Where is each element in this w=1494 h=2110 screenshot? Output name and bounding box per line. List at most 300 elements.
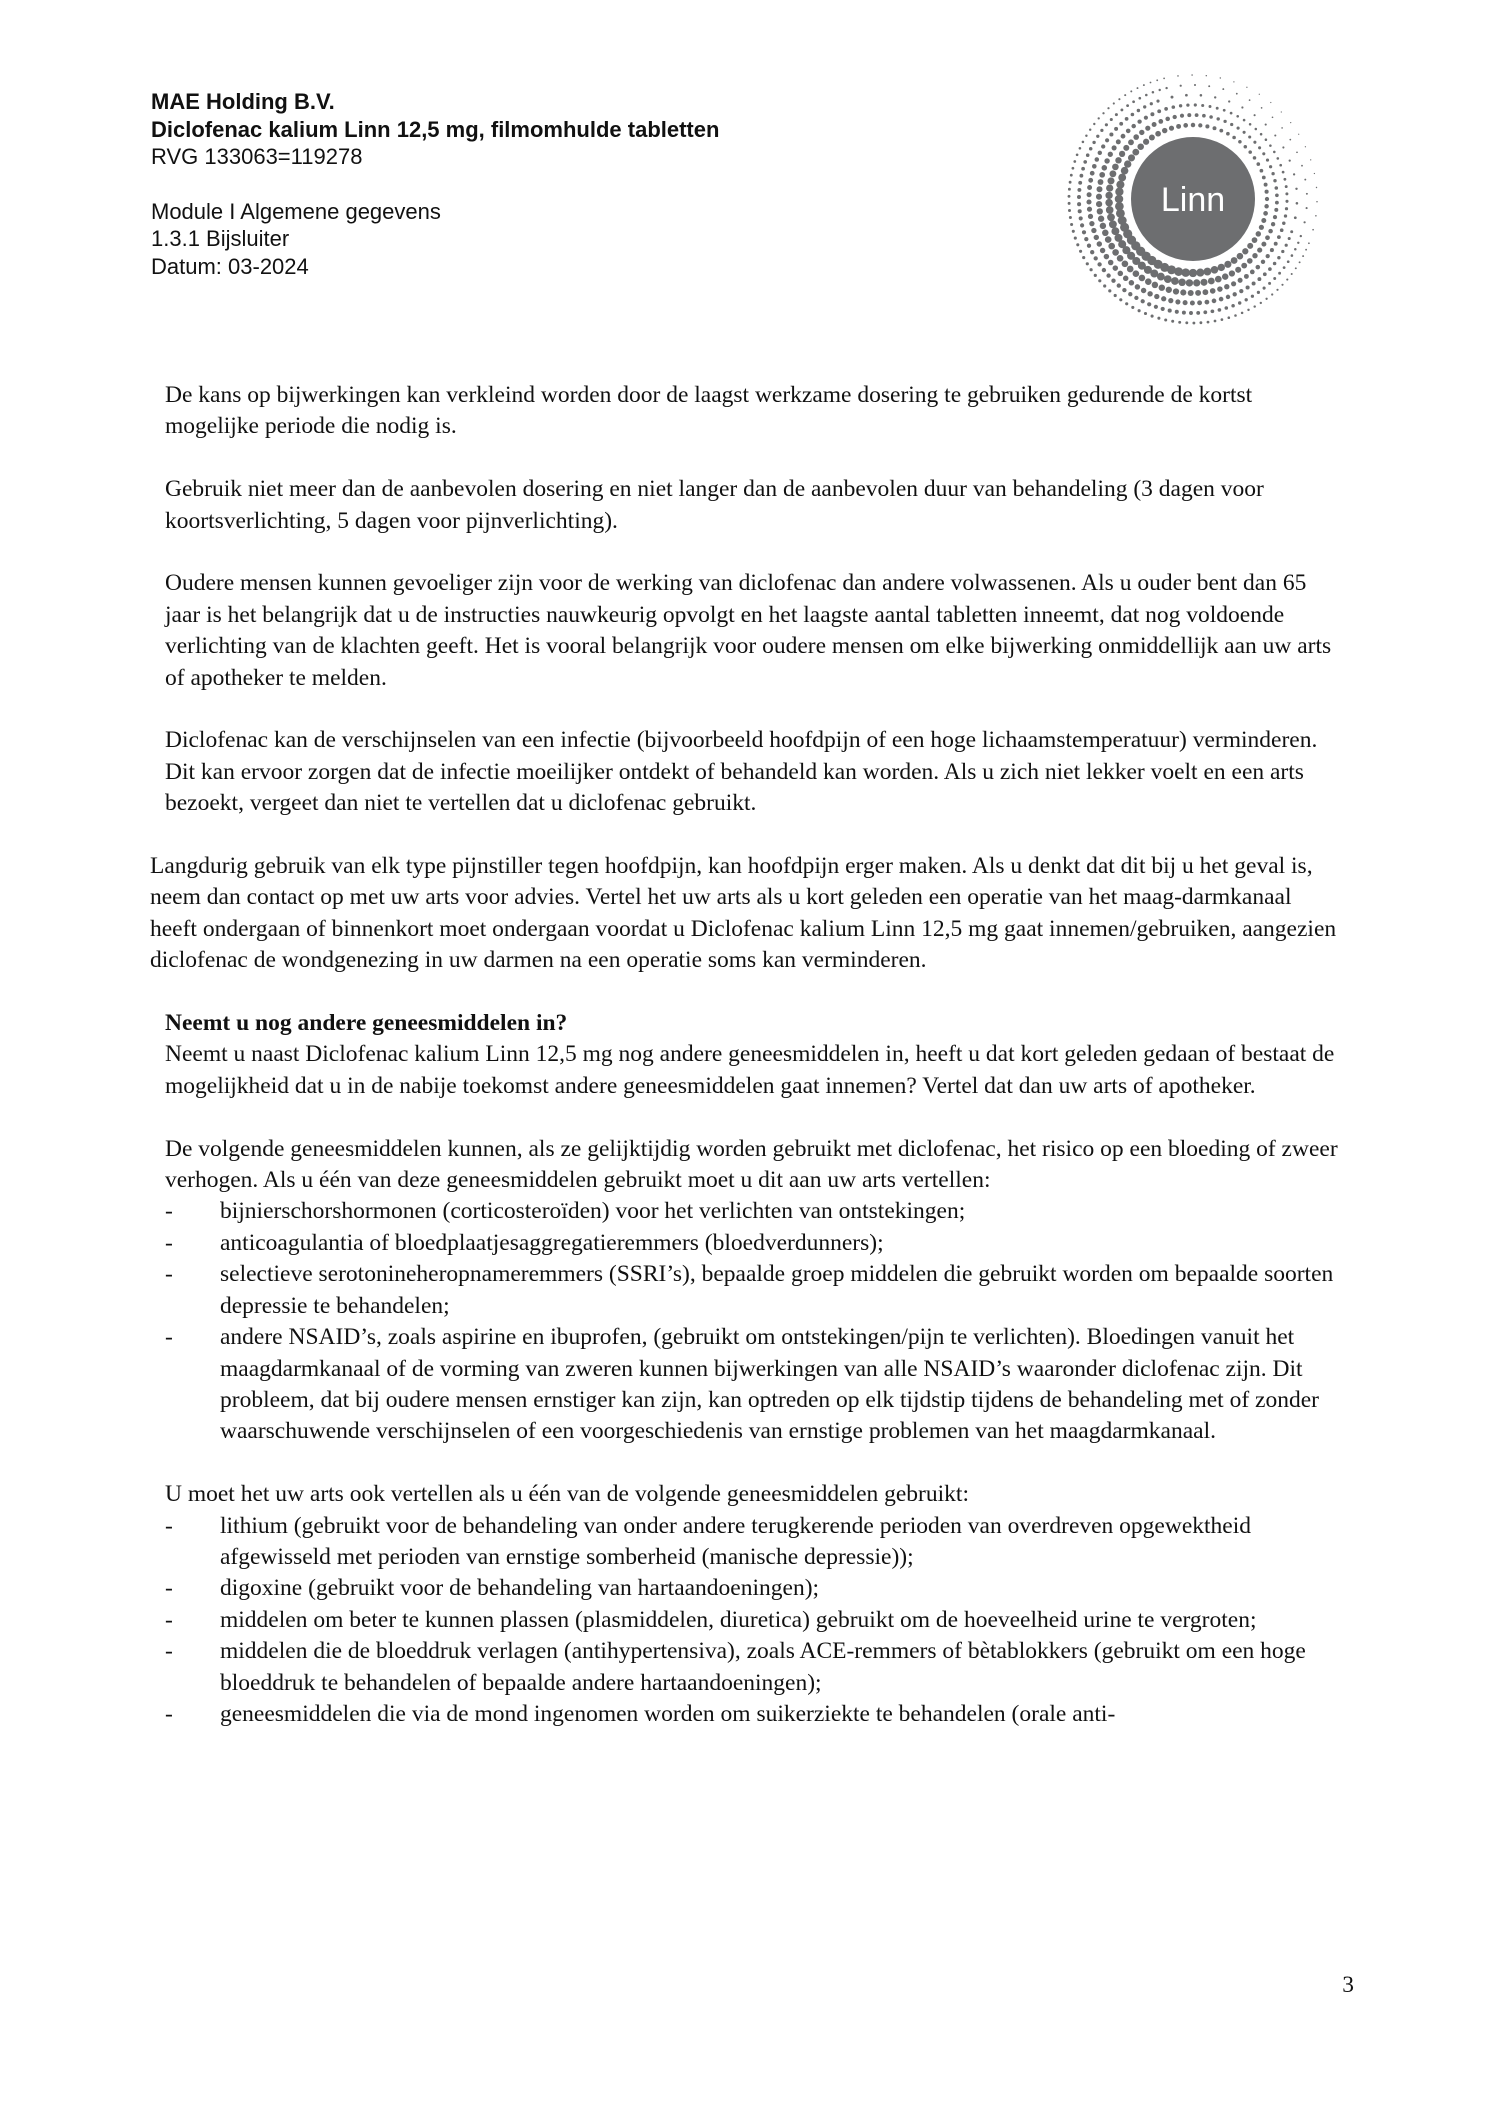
logo-dot	[1217, 286, 1223, 292]
logo-dot	[1272, 116, 1274, 118]
logo-dot	[1096, 135, 1099, 138]
logo-dot	[1158, 89, 1160, 91]
logo-dot	[1068, 202, 1071, 205]
list-item: - andere NSAID’s, zoals aspirine en ibuprofen, (gebruikt om ontstekingen/pijn te verlichten). Bloedingen vanuit het maagdarmkanaal of de vorming van zweren kunnen bijwerkingen van alle NSAID’s waaronder diclofenac zijn. Dit probleem, dat bij oudere mensen ernstiger kan zijn, kan optreden op elk tijdstip tijdens de behandeling met of zonder waarschuwende verschijnselen of een voorgeschiedenis van ernstige problemen van het maagdarmkanaal.	[165, 1324, 1319, 1445]
logo-dot	[1241, 106, 1243, 108]
logo-dot	[1085, 134, 1087, 136]
logo-dot	[1068, 195, 1071, 198]
logo-dot	[1109, 132, 1113, 136]
logo-dot	[1068, 209, 1071, 212]
logo-dot	[1236, 115, 1239, 118]
logo-dot	[1227, 316, 1230, 319]
logo-dot	[1298, 134, 1299, 135]
logo-dot	[1257, 291, 1260, 294]
logo-dot	[1168, 298, 1173, 303]
logo-dot	[1278, 272, 1281, 275]
logo-dot	[1113, 265, 1119, 271]
logo-dot	[1235, 267, 1241, 273]
logo-dot	[1269, 144, 1272, 147]
logo-dot	[1242, 248, 1248, 254]
logo-dot	[1225, 306, 1229, 310]
logo-dot	[1145, 126, 1150, 131]
logo-dot	[1113, 102, 1115, 104]
logo-dot	[1188, 290, 1194, 296]
logo-dot	[1079, 216, 1083, 220]
logo-dot	[1143, 84, 1145, 86]
logo-dot	[1261, 260, 1265, 264]
logo-dot	[1104, 158, 1109, 163]
logo-dot	[1116, 181, 1124, 189]
logo-dot	[1238, 301, 1241, 304]
logo-dot	[1274, 134, 1276, 136]
logo-dot	[1270, 102, 1271, 103]
logo-dot	[1284, 214, 1287, 217]
document-body	[150, 380, 1340, 1730]
logo-dot	[1195, 290, 1201, 296]
logo-dot	[1082, 256, 1085, 259]
logo-dot	[1124, 94, 1126, 96]
logo-dot	[1094, 274, 1097, 277]
logo-dot	[1197, 300, 1202, 305]
logo-dot	[1132, 100, 1135, 103]
logo-dot	[1265, 298, 1267, 300]
logo-dot	[1215, 276, 1222, 283]
linn-logo	[1058, 64, 1328, 334]
logo-dot	[1253, 141, 1256, 144]
logo-dot	[1212, 299, 1217, 304]
logo-dot	[1118, 174, 1126, 182]
logo-dot	[1185, 321, 1188, 324]
logo-dot	[1247, 309, 1249, 311]
logo-dot	[1233, 292, 1237, 296]
list-item: - digoxine (gebruikt voor de behandeling van hartaandoeningen);	[165, 1573, 1340, 1604]
logo-dot	[1180, 289, 1186, 295]
logo-dot	[1128, 292, 1132, 296]
logo-dot	[1224, 261, 1231, 268]
logo-dot	[1087, 244, 1091, 248]
logo-dot	[1156, 100, 1159, 103]
logo-dot	[1086, 199, 1091, 204]
logo-dot	[1175, 310, 1179, 314]
logo-dot	[1264, 183, 1268, 187]
logo-dot	[1086, 262, 1089, 265]
logo-dot	[1296, 202, 1299, 205]
logo-dot	[1137, 109, 1140, 112]
paragraph-aanbevolen-dosering: Gebruik niet meer dan de aanbevolen dosering en niet langer dan de aanbevolen duur van behandeling (3 dagen voor koortsverlichting, 5 dagen voor pijnverlichting).	[165, 476, 1264, 534]
logo-dot	[1257, 277, 1261, 281]
logo-dot	[1102, 268, 1106, 272]
logo-dot	[1161, 296, 1166, 301]
logo-dot	[1303, 221, 1305, 223]
logo-dot	[1131, 306, 1134, 309]
logo-dot	[1233, 81, 1234, 82]
logo-dot	[1115, 202, 1124, 211]
logo-dot	[1173, 288, 1179, 294]
logo-dot	[1183, 300, 1188, 305]
logo-dot	[1294, 216, 1297, 219]
logo-dot	[1203, 289, 1209, 295]
logo-dot	[1273, 215, 1277, 219]
logo-dot	[1089, 128, 1091, 130]
logo-dot	[1161, 307, 1165, 311]
logo-dot	[1266, 254, 1270, 258]
logo-dot	[1211, 309, 1215, 313]
logo-dot	[1078, 209, 1082, 213]
logo-dot	[1216, 107, 1219, 110]
logo-dot	[1099, 172, 1105, 178]
logo-dot	[1194, 103, 1197, 106]
logo-dot	[1115, 195, 1124, 204]
logo-dot	[1072, 230, 1075, 233]
logo-dot	[1112, 164, 1119, 171]
logo-dot	[1082, 141, 1085, 144]
logo-dot	[1251, 295, 1254, 298]
logo-dot	[1271, 293, 1273, 295]
logo-dot	[1150, 102, 1153, 105]
logo-dot	[1157, 317, 1160, 320]
logo-dot	[1289, 139, 1291, 141]
logo-dot	[1290, 122, 1291, 123]
logo-dot	[1187, 113, 1191, 117]
logo-dot	[1246, 87, 1247, 88]
logo-dot	[1102, 230, 1109, 237]
logo-dot	[1285, 185, 1288, 188]
logo-dot	[1107, 107, 1109, 109]
paragraph-ook-vertellen: U moet het uw arts ook vertellen als u één van de volgende geneesmiddelen gebruikt:	[165, 1481, 969, 1508]
logo-dot	[1245, 298, 1248, 301]
logo-dot	[1145, 278, 1152, 285]
logo-dot	[1221, 318, 1224, 321]
logo-dot	[1082, 230, 1086, 234]
logo-dot	[1141, 288, 1146, 293]
logo-dot	[1219, 129, 1223, 133]
logo-dot	[1273, 262, 1277, 266]
logo-dot	[1102, 165, 1108, 171]
logo-dot	[1239, 289, 1243, 293]
logo-dot	[1122, 260, 1129, 267]
paragraph-risico-bloeding: De volgende geneesmiddelen kunnen, als ze gelijktijdig worden gebruikt met diclofenac, het risico op een bloeding of zweer verhogen. Als u één van deze geneesmiddelen gebruikt moet u dit aan uw arts vertellen:	[165, 1135, 1338, 1194]
paragraph-dosering-risico: De kans op bijwerkingen kan verkleind worden door de laagst werkzame dosering te gebruiken gedurende de kortst mogelijke periode die nodig is.	[165, 382, 1253, 440]
logo-dot	[1180, 85, 1182, 87]
logo-dot	[1119, 122, 1123, 126]
logo-dot	[1102, 112, 1104, 114]
logo-dot	[1107, 213, 1115, 221]
paragraph-oudere-mensen: Oudere mensen kunnen gevoeliger zijn voor de werking van diclofenac dan andere volwassenen. Als u ouder bent dan 65 jaar is het belangrijk dat u de instructies nauwkeurig opvolgt en het laagste aantal tabletten inneemt, dat nog voldoende verlichting van de klachten geeft. Het is vooral belangrijk voor oudere mensen om elke bijwerking onmiddellijk aan uw arts of apotheker te melden.	[165, 570, 1332, 691]
logo-dot	[1123, 276, 1129, 282]
logo-dot	[1191, 74, 1193, 76]
logo-dot	[1182, 311, 1186, 315]
logo-dot	[1244, 274, 1249, 279]
logo-dot	[1210, 288, 1216, 294]
logo-dot	[1108, 289, 1111, 292]
logo-dot	[1236, 93, 1238, 95]
logo-dot	[1230, 112, 1233, 115]
logo-dot	[1131, 124, 1135, 128]
logo-dot	[1268, 229, 1273, 234]
logo-dot	[1276, 157, 1279, 160]
logo-dot	[1262, 152, 1265, 155]
logo-dot	[1265, 190, 1269, 194]
logo-dot	[1157, 109, 1161, 113]
logo-dot	[1139, 130, 1144, 135]
logo-dot	[1274, 208, 1278, 212]
logo-dot	[1117, 255, 1124, 262]
logo-dot	[1143, 139, 1149, 145]
logo-dot	[1196, 269, 1204, 277]
logo-dot	[1098, 279, 1101, 282]
logo-dot	[1143, 105, 1146, 108]
logo-dot	[1262, 176, 1266, 180]
logo-dot	[1244, 145, 1248, 149]
logo-dot	[1222, 88, 1224, 90]
logo-dot	[1285, 200, 1288, 203]
logo-dot	[1069, 216, 1072, 219]
logo-dot	[1238, 278, 1243, 283]
logo-dot	[1214, 320, 1217, 323]
section-label: 1.3.1 Bijsluiter	[151, 226, 290, 251]
logo-dot	[1253, 305, 1255, 307]
logo-dot	[1107, 177, 1114, 184]
logo-dot	[1090, 268, 1093, 271]
logo-dot	[1249, 99, 1251, 101]
logo-dot	[1205, 124, 1209, 128]
logo-dot	[1246, 285, 1250, 289]
logo-dot	[1095, 157, 1100, 162]
logo-dot	[1202, 114, 1206, 118]
logo-dot	[1103, 284, 1106, 287]
logo-dot	[1281, 250, 1284, 253]
logo-dot	[1171, 96, 1174, 99]
logo-dot	[1183, 123, 1188, 128]
logo-dot	[1105, 199, 1113, 207]
logo-dot	[1248, 135, 1251, 138]
logo-dot	[1301, 165, 1303, 167]
logo-dot	[1305, 249, 1307, 251]
logo-dot	[1241, 312, 1244, 315]
logo-dot	[1281, 127, 1283, 129]
logo-dot	[1116, 139, 1121, 144]
logo-dot	[1273, 151, 1276, 154]
list-item: - anticoagulantia of bloedplaatjesaggregatieremmers (bloedverdunners);	[165, 1228, 1340, 1259]
logo-dot	[1256, 162, 1260, 166]
logo-dot	[1282, 146, 1284, 148]
logo-dot	[1152, 122, 1157, 127]
logo-dot	[1195, 113, 1199, 117]
logo-dot	[1108, 260, 1114, 266]
logo-dot	[1171, 320, 1174, 323]
logo-dot	[1277, 256, 1280, 259]
logo-dot	[1190, 301, 1195, 306]
logo-dot	[1089, 147, 1093, 151]
logo-dot	[1259, 225, 1264, 230]
logo-dot	[1194, 84, 1196, 86]
logo-dot	[1098, 216, 1104, 222]
logo-dot	[1237, 127, 1240, 130]
logo-dot	[1121, 134, 1126, 139]
logo-dot	[1152, 91, 1155, 94]
logo-dot	[1294, 248, 1297, 251]
logo-dot	[1206, 75, 1207, 76]
logo-dot	[1304, 179, 1306, 181]
logo-dot	[1252, 253, 1257, 258]
logo-dot	[1289, 160, 1291, 162]
logo-dot	[1208, 278, 1215, 285]
logo-dot	[1114, 127, 1118, 131]
logo-dot	[1145, 94, 1148, 97]
logo-dot	[1109, 170, 1116, 177]
rvg-number: RVG 133063=119278	[151, 144, 363, 169]
logo-dot	[1106, 273, 1110, 277]
logo-dot	[1122, 288, 1126, 292]
logo-dot	[1229, 270, 1235, 276]
logo-dot	[1271, 222, 1275, 226]
logo-dot	[1070, 223, 1073, 226]
logo-dot	[1258, 146, 1261, 149]
list-dash: -	[165, 1700, 173, 1727]
logo-dot	[1097, 186, 1103, 192]
logo-dot	[1247, 243, 1253, 249]
logo-dot	[1296, 151, 1298, 153]
logo-dot	[1084, 237, 1088, 241]
logo-dot	[1265, 138, 1268, 141]
logo-dot	[1260, 133, 1263, 136]
logo-dot	[1132, 149, 1139, 156]
logo-dot	[1141, 299, 1145, 303]
logo-dot	[1077, 202, 1081, 206]
logo-dot	[1231, 257, 1238, 264]
document-date: Datum: 03-2024	[151, 253, 309, 279]
logo-dot	[1072, 167, 1075, 170]
logo-dot	[1224, 284, 1229, 289]
logo-dot	[1208, 85, 1210, 87]
logo-dot	[1172, 105, 1176, 109]
logo-dot	[1092, 164, 1097, 169]
logo-dot	[1218, 264, 1225, 271]
logo-dot	[1295, 267, 1297, 269]
logo-dot	[1159, 284, 1165, 290]
logo-dot	[1192, 322, 1195, 325]
logo-dot	[1218, 308, 1222, 312]
section-heading-andere-geneesmiddelen: Neemt u nog andere geneesmiddelen in?	[165, 1010, 568, 1037]
logo-dot	[1248, 150, 1252, 154]
logo-dot	[1138, 309, 1141, 312]
logo-dot	[1119, 298, 1122, 301]
logo-dot	[1220, 77, 1221, 78]
logo-dot	[1261, 107, 1263, 109]
paragraph-andere-geneesmiddelen: Neemt u naast Diclofenac kalium Linn 12,5 mg nog andere geneesmiddelen in, heeft u dat kort geleden gedaan of bestaat de mogelijkheid dat u in de nabije toekomst andere geneesmiddelen gaat innemen? Vertel dat dan uw arts of apotheker.	[165, 1041, 1335, 1099]
logo-dot	[1291, 254, 1294, 257]
list-dash: -	[165, 1575, 173, 1602]
logo-dot	[1092, 141, 1095, 144]
logo-dot	[1230, 123, 1233, 126]
logo-dot	[1274, 242, 1278, 246]
logo-dot	[1108, 152, 1113, 157]
list-dash: -	[165, 1512, 173, 1539]
logo-dot	[1098, 117, 1100, 119]
logo-dot	[1287, 260, 1290, 263]
logo-dot	[1111, 279, 1115, 283]
logo-dot	[1191, 123, 1195, 127]
logo-dot	[1207, 321, 1210, 324]
logo-dot	[1256, 265, 1261, 270]
logo-dot	[1265, 124, 1267, 126]
logo-dot	[1150, 82, 1152, 84]
logo-dot	[1097, 241, 1102, 246]
logo-dot	[1098, 179, 1104, 185]
list-bloeding-risico	[165, 1196, 1340, 1447]
logo-dot	[1129, 280, 1134, 285]
logo-dot	[1253, 156, 1257, 160]
logo-dot	[1199, 321, 1202, 324]
logo-dot	[1109, 220, 1117, 228]
logo-dot	[1130, 90, 1132, 92]
logo-dot	[1243, 119, 1246, 122]
logo-dot	[1124, 160, 1131, 167]
logo-dot	[1252, 282, 1256, 286]
logo-dot	[1101, 144, 1105, 148]
logo-dot	[1105, 192, 1112, 199]
logo-dot	[1093, 123, 1095, 125]
logo-dot	[1105, 123, 1108, 126]
list-item: - middelen om beter te kunnen plassen (plasmiddelen, diuretica) gebruikt om de hoeveelheid urine te vergroten;	[165, 1605, 1340, 1636]
logo-dot	[1165, 87, 1167, 89]
logo-dot	[1110, 118, 1113, 121]
logo-dot	[1241, 263, 1247, 269]
logo-dot	[1069, 181, 1072, 184]
logo-dot	[1080, 174, 1084, 178]
logo-dot	[1223, 120, 1226, 123]
logo-dot	[1128, 154, 1135, 161]
logo-dot	[1151, 315, 1154, 318]
logo-dot	[1156, 79, 1158, 81]
logo-dot	[1205, 300, 1210, 305]
logo-dot	[1306, 193, 1308, 195]
logo-dot	[1097, 208, 1103, 214]
logo-dot	[1285, 192, 1288, 195]
document-header	[151, 88, 719, 280]
logo-dot	[1178, 279, 1186, 287]
logo-dot	[1163, 78, 1165, 80]
logo-dot	[1128, 139, 1134, 145]
logo-dot	[1137, 143, 1144, 150]
logo-dot	[1137, 87, 1139, 89]
list-dash: -	[165, 1638, 173, 1665]
logo-dot	[1297, 242, 1299, 244]
logo-dot	[1177, 75, 1179, 77]
logo-dot	[1315, 215, 1317, 217]
logo-dot	[1263, 287, 1266, 290]
logo-dot	[1118, 271, 1124, 277]
logo-dot	[1086, 153, 1090, 157]
logo-dot	[1127, 266, 1134, 273]
logo-dot	[1275, 186, 1279, 190]
logo-dot	[1074, 237, 1077, 240]
logo-dot	[1105, 236, 1112, 243]
logo-dot	[1162, 128, 1167, 133]
logo-dot	[1222, 273, 1228, 279]
logo-dot	[1094, 235, 1099, 240]
logo-dot	[1158, 119, 1163, 124]
logo-dot	[1131, 113, 1135, 117]
logo-text: Linn	[1160, 181, 1226, 219]
logo-dot	[1112, 249, 1119, 256]
logo-dot	[1226, 132, 1230, 136]
logo-dot	[1275, 193, 1279, 197]
logo-dot	[1234, 314, 1237, 317]
logo-dot	[1126, 129, 1131, 134]
logo-dot	[1169, 126, 1174, 131]
logo-dot	[1106, 206, 1114, 214]
